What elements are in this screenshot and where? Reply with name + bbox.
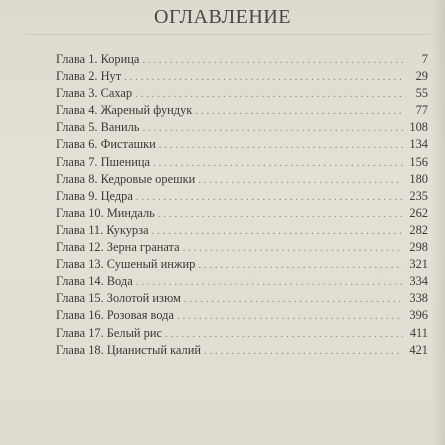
toc-chapter-title: Глава 7. Пшеница [56, 154, 150, 169]
dot-leader [136, 191, 403, 203]
toc-entry [56, 137, 428, 154]
toc-entry [56, 189, 428, 206]
dot-leader [152, 225, 403, 237]
page-edge-shadow [431, 0, 445, 445]
toc-entry [56, 257, 428, 274]
toc-chapter-title: Глава 8. Кедровые орешки [56, 171, 196, 186]
dot-leader [198, 174, 403, 186]
title-divider [26, 34, 431, 35]
toc-entry [56, 206, 428, 223]
toc-chapter-title: Глава 6. Фисташки [56, 137, 156, 152]
toc-page-number: 396 [409, 308, 428, 323]
toc-entry [56, 291, 428, 308]
toc-entry [56, 274, 428, 291]
toc-chapter-title: Глава 18. Цианистый калий [56, 342, 201, 357]
toc-chapter-title: Глава 10. Миндаль [56, 205, 155, 220]
toc-page-number: 282 [409, 222, 428, 237]
toc-page-number: 77 [415, 103, 428, 118]
toc-chapter-title: Глава 15. Золотой изюм [56, 291, 181, 306]
toc-entry [56, 172, 428, 189]
dot-leader [153, 157, 403, 169]
dot-leader [135, 88, 403, 100]
toc-entry [56, 155, 428, 172]
dot-leader [142, 54, 403, 66]
toc-entry [56, 343, 428, 360]
dot-leader [198, 259, 403, 271]
dot-leader [124, 71, 403, 83]
toc-page-number: 334 [409, 274, 428, 289]
toc-chapter-title: Глава 11. Кукурза [56, 222, 149, 237]
toc-page-number: 180 [409, 171, 428, 186]
toc-page-number: 298 [409, 240, 428, 255]
toc-chapter-title: Глава 3. Сахар [56, 86, 133, 101]
toc-page-number: 7 [421, 52, 428, 66]
toc-chapter-title: Глава 1. Корица [56, 52, 140, 66]
toc-page-number: 235 [409, 188, 428, 203]
toc-chapter-title: Глава 12. Зерна граната [56, 240, 180, 255]
toc-entry [56, 223, 428, 240]
toc-page-number: 421 [409, 342, 428, 357]
dot-leader [195, 105, 403, 117]
toc-entry [56, 86, 428, 103]
toc-page-number: 29 [415, 69, 428, 84]
toc-page-number: 411 [409, 325, 428, 340]
toc-page-number: 338 [409, 291, 428, 306]
toc-entry [56, 240, 428, 257]
toc-page-number: 134 [409, 137, 428, 152]
dot-leader [183, 242, 403, 254]
toc-page-number: 55 [415, 86, 428, 101]
toc-entry [56, 120, 428, 137]
toc-page-number: 262 [409, 205, 428, 220]
toc-chapter-title: Глава 13. Сушеный инжир [56, 257, 196, 272]
dot-leader [158, 208, 403, 220]
dot-leader [204, 345, 403, 357]
dot-leader [165, 328, 403, 340]
toc-page-number: 156 [409, 154, 428, 169]
toc-entry [56, 52, 428, 69]
toc-chapter-title: Глава 2. Нут [56, 69, 122, 84]
toc-chapter-title: Глава 14. Вода [56, 274, 133, 289]
toc-entry [56, 69, 428, 86]
page-title: ОГЛАВЛЕНИЕ [154, 6, 291, 28]
toc-chapter-title: Глава 4. Жареный фундук [56, 103, 193, 118]
dot-leader [142, 122, 403, 134]
dot-leader [184, 293, 403, 305]
toc-page-number: 108 [409, 120, 428, 135]
toc-page-number: 321 [409, 257, 428, 272]
dot-leader [136, 276, 403, 288]
toc-chapter-title: Глава 17. Белый рис [56, 325, 162, 340]
toc-entry [56, 326, 428, 343]
table-of-contents [56, 52, 428, 360]
dot-leader [159, 139, 403, 151]
toc-chapter-title: Глава 16. Розовая вода [56, 308, 174, 323]
toc-chapter-title: Глава 5. Ваниль [56, 120, 140, 135]
toc-entry [56, 308, 428, 325]
toc-chapter-title: Глава 9. Цедра [56, 188, 133, 203]
dot-leader [177, 310, 403, 322]
toc-entry [56, 103, 428, 120]
